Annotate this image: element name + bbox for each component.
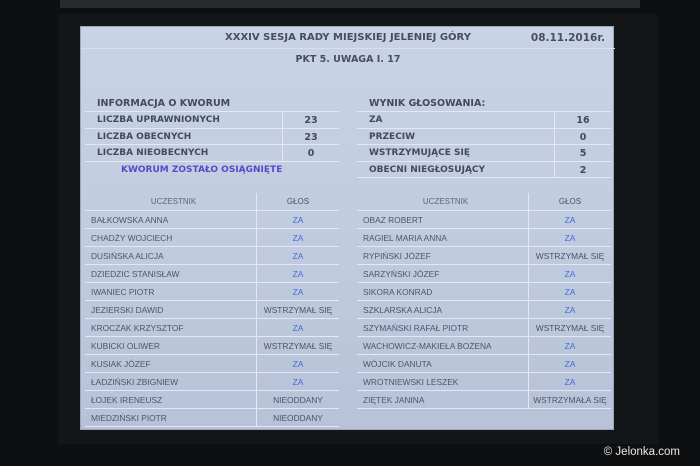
quorum-panel bbox=[85, 95, 339, 178]
participant-name: BAŁKOWSKA ANNA bbox=[85, 211, 257, 228]
table-row bbox=[85, 247, 339, 265]
column-header-participant: UCZESTNIK bbox=[85, 193, 257, 210]
result-label: OBECNI NIEGŁOSUJĄCY bbox=[357, 162, 555, 178]
vote-value: WSTRZYMAŁ SIĘ bbox=[535, 251, 605, 261]
vote-value: ZA bbox=[292, 377, 304, 387]
photo-watermark: © Jelonka.com bbox=[603, 446, 680, 458]
vote-value: NIEODDANY bbox=[273, 413, 323, 423]
participant-name: KUBICKI OLIWER bbox=[85, 337, 257, 354]
vote-value: WSTRZYMAŁ SIĘ bbox=[263, 305, 333, 315]
participant-name: JEZIERSKI DAWID bbox=[85, 301, 257, 318]
result-value: 5 bbox=[579, 148, 587, 159]
table-row bbox=[357, 301, 611, 319]
table-row bbox=[85, 229, 339, 247]
quorum-value: 23 bbox=[304, 115, 318, 126]
vote-value: ZA bbox=[292, 287, 304, 297]
table-row bbox=[357, 211, 611, 229]
participant-name: RYPIŃSKI JÓZEF bbox=[357, 247, 529, 264]
table-row bbox=[85, 265, 339, 283]
session-title: XXXIV SESJA RADY MIEJSKIEJ JELENIEJ GÓRY bbox=[225, 32, 471, 43]
quorum-heading: INFORMACJA O KWORUM bbox=[85, 95, 339, 112]
vote-value: ZA bbox=[292, 251, 304, 261]
table-row bbox=[357, 319, 611, 337]
vote-value: ZA bbox=[292, 233, 304, 243]
result-label: WSTRZYMUJĄCE SIĘ bbox=[357, 145, 555, 161]
participant-name: WROTNIEWSKI LESZEK bbox=[357, 373, 529, 390]
participant-name: KROCZAK KRZYSZTOF bbox=[85, 319, 257, 336]
participant-name: RAGIEL MARIA ANNA bbox=[357, 229, 529, 246]
quorum-label: LICZBA UPRAWNIONYCH bbox=[85, 112, 283, 128]
column-header-vote: GŁOS bbox=[558, 197, 582, 206]
table-row bbox=[85, 355, 339, 373]
participant-name: ŁADZIŃSKI ZBIGNIEW bbox=[85, 373, 257, 390]
quorum-label: LICZBA OBECNYCH bbox=[85, 129, 283, 145]
vote-value: ZA bbox=[564, 305, 576, 315]
table-row bbox=[357, 283, 611, 301]
participant-name: WÓJCIK DANUTA bbox=[357, 355, 529, 372]
participant-name: DUSIŃSKA ALICJA bbox=[85, 247, 257, 264]
table-row bbox=[357, 265, 611, 283]
participant-name: ŁOJEK IRENEUSZ bbox=[85, 391, 257, 408]
participant-name: KUSIAK JÓZEF bbox=[85, 355, 257, 372]
table-row bbox=[85, 409, 339, 427]
vote-value: ZA bbox=[292, 323, 304, 333]
result-value: 0 bbox=[579, 131, 587, 143]
table-row bbox=[357, 391, 611, 409]
participant-name: CHADŻY WOJCIECH bbox=[85, 229, 257, 246]
table-row bbox=[85, 391, 339, 409]
quorum-value: 23 bbox=[304, 131, 318, 143]
table-row bbox=[85, 301, 339, 319]
quorum-value: 0 bbox=[307, 148, 315, 159]
quorum-row bbox=[85, 145, 339, 162]
table-row bbox=[357, 355, 611, 373]
result-row bbox=[357, 162, 611, 179]
votes-table-header bbox=[85, 193, 339, 211]
quorum-row bbox=[85, 112, 339, 129]
agenda-item: PKT 5. UWAGA I. 17 bbox=[295, 54, 401, 65]
votes-table-right bbox=[357, 193, 611, 409]
vote-value: WSTRZYMAŁA SIĘ bbox=[533, 395, 607, 405]
vote-result-panel bbox=[357, 95, 611, 178]
projector-top-frame bbox=[60, 0, 640, 8]
result-value: 2 bbox=[579, 164, 587, 176]
participant-name: IWANIEC PIOTR bbox=[85, 283, 257, 300]
quorum-label: LICZBA NIEOBECNYCH bbox=[85, 145, 283, 161]
participant-name: SIKORA KONRAD bbox=[357, 283, 529, 300]
table-row bbox=[85, 337, 339, 355]
quorum-row bbox=[85, 129, 339, 146]
session-date: 08.11.2016r. bbox=[530, 32, 605, 44]
vote-value: ZA bbox=[292, 269, 304, 279]
result-row bbox=[357, 145, 611, 162]
vote-value: ZA bbox=[564, 269, 576, 279]
result-label: ZA bbox=[357, 112, 555, 128]
votes-table-left bbox=[85, 193, 339, 427]
voting-display bbox=[80, 26, 614, 430]
vote-value: ZA bbox=[564, 215, 576, 225]
participant-name: SZKLARSKA ALICJA bbox=[357, 301, 529, 318]
table-row bbox=[85, 211, 339, 229]
vote-value: ZA bbox=[292, 215, 304, 225]
column-header-vote: GŁOS bbox=[286, 197, 310, 206]
session-header bbox=[81, 27, 615, 49]
table-row bbox=[85, 319, 339, 337]
vote-value: ZA bbox=[564, 287, 576, 297]
vote-value: WSTRZYMAŁ SIĘ bbox=[263, 341, 333, 351]
result-row bbox=[357, 112, 611, 129]
table-row bbox=[85, 283, 339, 301]
table-row bbox=[357, 373, 611, 391]
table-row bbox=[357, 229, 611, 247]
vote-result-heading: WYNIK GŁOSOWANIA: bbox=[357, 95, 611, 112]
vote-value: ZA bbox=[292, 359, 304, 369]
participant-name: SARZYŃSKI JÓZEF bbox=[357, 265, 529, 282]
participant-name: SZYMAŃSKI RAFAŁ PIOTR bbox=[357, 319, 529, 336]
result-label: PRZECIW bbox=[357, 129, 555, 145]
vote-value: ZA bbox=[564, 341, 576, 351]
participant-name: ZIĘTEK JANINA bbox=[357, 391, 529, 408]
column-header-participant: UCZESTNIK bbox=[357, 193, 529, 210]
table-row bbox=[85, 373, 339, 391]
participant-name: MIEDZIŃSKI PIOTR bbox=[85, 409, 257, 426]
vote-value: ZA bbox=[564, 233, 576, 243]
result-row bbox=[357, 129, 611, 146]
participant-name: DZIEDZIC STANISŁAW bbox=[85, 265, 257, 282]
table-row bbox=[357, 247, 611, 265]
votes-table-header bbox=[357, 193, 611, 211]
participant-name: OBAZ ROBERT bbox=[357, 211, 529, 228]
vote-value: ZA bbox=[564, 377, 576, 387]
result-value: 16 bbox=[576, 115, 590, 126]
participant-name: WACHOWICZ-MAKIEŁA BOŻENA bbox=[357, 337, 529, 354]
vote-value: ZA bbox=[564, 359, 576, 369]
table-row bbox=[357, 337, 611, 355]
vote-value: WSTRZYMAŁ SIĘ bbox=[535, 323, 605, 333]
quorum-status-message: KWORUM ZOSTAŁO OSIĄGNIĘTE bbox=[121, 164, 283, 175]
vote-value: NIEODDANY bbox=[273, 395, 323, 405]
